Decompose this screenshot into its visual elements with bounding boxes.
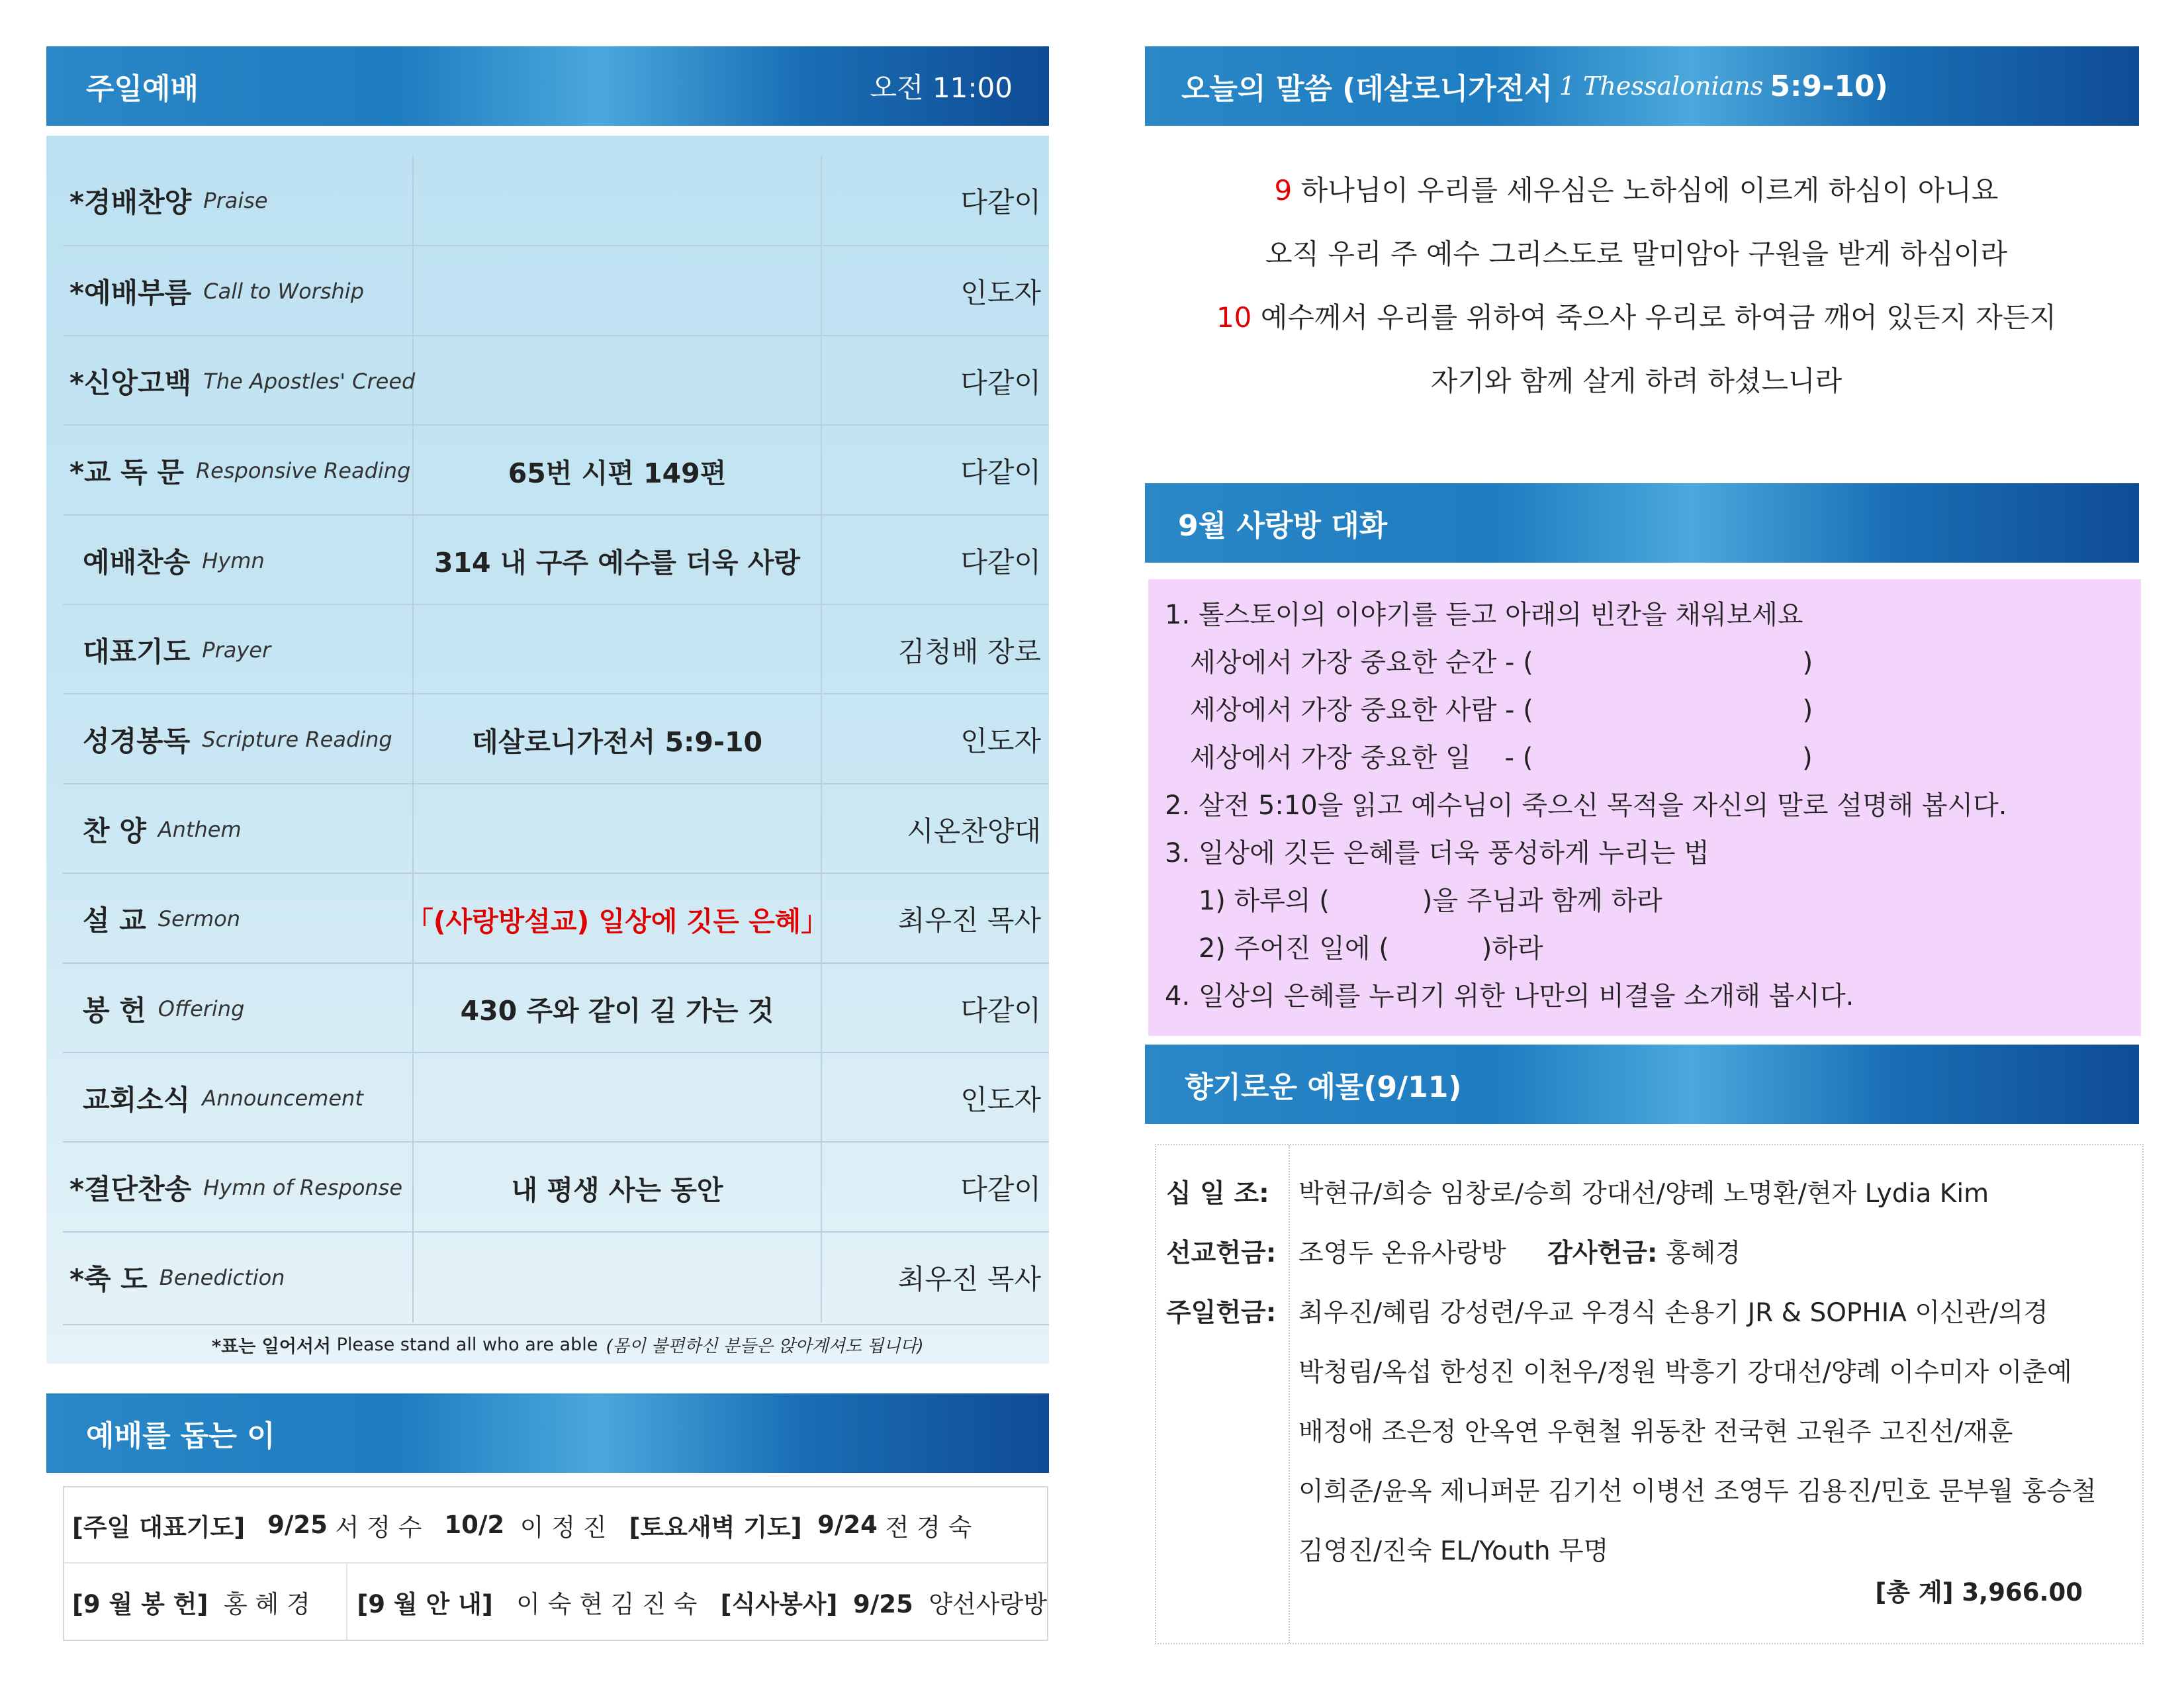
order-leader: 인도자 xyxy=(960,725,1041,758)
worship-order-table xyxy=(46,136,1049,1364)
dawn-prayer-label: [토요새벽 기도] xyxy=(629,1513,802,1542)
order-item-en: Prayer xyxy=(202,637,271,663)
scripture-title-en: 1 Thessalonians xyxy=(1559,71,1764,101)
helpers-banner xyxy=(46,1393,1049,1473)
order-item xyxy=(63,964,414,1054)
order-item xyxy=(63,156,414,246)
note-bold: *표는 일어서서 xyxy=(212,1336,332,1357)
order-item-en: Benediction xyxy=(159,1264,285,1290)
order-item-ko: *예배부름 xyxy=(69,277,192,310)
order-leader: 다같이 xyxy=(960,994,1041,1027)
discussion-title: 9월 사랑방 대화 xyxy=(1178,509,1388,543)
prayer-label: [주일 대표기도] xyxy=(72,1513,246,1542)
offering-label-column xyxy=(1156,1145,1290,1643)
discussion-line: 세상에서 가장 중요한 순간 - ( ) xyxy=(1165,647,1813,678)
order-item-ko: *결단찬송 xyxy=(69,1173,192,1206)
order-item xyxy=(63,336,414,426)
order-leader: 인도자 xyxy=(960,1084,1041,1116)
scripture-text xyxy=(1145,159,2128,413)
order-content xyxy=(414,1053,822,1143)
order-item-en: Offering xyxy=(158,996,245,1021)
order-row xyxy=(63,514,1049,606)
scripture-line xyxy=(1145,286,2128,350)
thanks-names: 홍혜경 xyxy=(1665,1239,1741,1268)
worship-time: 오전 11:00 xyxy=(870,71,1013,104)
total-value: 3,966.00 xyxy=(1962,1578,2083,1607)
order-item xyxy=(63,246,414,336)
order-content: 430 주와 같이 길 가는 것 xyxy=(414,964,822,1054)
discussion-line: 4. 일상의 은혜를 누리기 위한 나만의 비결을 소개해 봅시다. xyxy=(1165,981,1854,1011)
order-leader: 시온찬양대 xyxy=(907,814,1041,847)
order-row xyxy=(63,783,1049,874)
tithe-names: 박현규/희승 임창로/승희 강대선/양례 노명환/현자 Lydia Kim xyxy=(1298,1179,1989,1209)
order-row xyxy=(63,693,1049,784)
mission-line xyxy=(1298,1233,1741,1270)
order-row xyxy=(63,424,1049,516)
discussion-line: 2) 주어진 일에 ( )하라 xyxy=(1165,933,1543,964)
usher-names: 이 숙 현 김 진 숙 xyxy=(516,1589,698,1618)
sunday-offering-line: 이희준/윤옥 제니퍼문 김기선 이병선 조영두 김용진/민호 문부월 홍승철 xyxy=(1298,1477,2097,1507)
verse-number: 10 xyxy=(1216,301,1252,334)
sunday-offering-line: 박청림/옥섭 한성진 이천우/정원 박흥기 강대선/양례 이수미자 이춘예 xyxy=(1298,1358,2072,1387)
order-leader: 최우진 목사 xyxy=(897,1262,1041,1295)
verse-text: 예수께서 우리를 위하여 죽으사 우리로 하여금 깨어 있든지 자든지 xyxy=(1260,301,2057,334)
order-item xyxy=(63,874,414,964)
order-content: 「(사랑방설교) 일상에 깃든 은혜」 xyxy=(414,874,822,964)
offering-title: 향기로운 예물(9/11) xyxy=(1185,1070,1462,1104)
offering-duty-name: 홍 혜 경 xyxy=(223,1589,310,1618)
order-item-ko: 대표기도 xyxy=(83,635,191,668)
helpers-box xyxy=(63,1486,1048,1641)
order-item-ko: *신앙고백 xyxy=(69,366,192,399)
order-leader: 인도자 xyxy=(960,277,1041,310)
worship-banner xyxy=(46,46,1049,126)
order-leader: 다같이 xyxy=(960,456,1041,489)
order-item-ko: 교회소식 xyxy=(83,1084,191,1116)
order-content xyxy=(414,156,822,246)
discussion-line: 1. 톨스토이의 이야기를 듣고 아래의 빈칸을 채워보세요 xyxy=(1165,600,1803,630)
order-item-en: Anthem xyxy=(158,816,242,842)
total-line xyxy=(1875,1572,2083,1608)
tithe-label: 십 일 조: xyxy=(1166,1179,1269,1209)
order-leader: 김청배 장로 xyxy=(897,635,1041,668)
meal-label: [식사봉사] xyxy=(720,1589,838,1618)
worship-title: 주일예배 xyxy=(86,72,199,106)
order-item-ko: 봉 헌 xyxy=(83,994,146,1027)
order-item-ko: *축 도 xyxy=(69,1262,148,1295)
scripture-title-ko: 오늘의 말씀 (데살로니가전서 xyxy=(1181,72,1553,106)
mission-names: 조영두 온유사랑방 xyxy=(1298,1239,1506,1268)
scripture-line xyxy=(1145,350,2128,413)
prayer-name-1: 서 정 수 xyxy=(335,1513,422,1542)
sunday-label: 주일헌금: xyxy=(1166,1298,1277,1328)
prayer-name-2: 이 정 진 xyxy=(520,1513,607,1542)
verse-number: 9 xyxy=(1274,174,1293,207)
note-text: Please stand all who are able xyxy=(336,1334,598,1355)
scripture-line xyxy=(1145,222,2128,286)
order-content: 65번 시편 149편 xyxy=(414,426,822,516)
order-item-ko: 설 교 xyxy=(83,904,146,937)
dawn-prayer-name: 전 경 숙 xyxy=(885,1513,972,1542)
discussion-line: 세상에서 가장 중요한 일 - ( ) xyxy=(1165,743,1813,773)
order-leader: 다같이 xyxy=(960,186,1041,218)
thanks-label: 감사헌금: xyxy=(1547,1239,1658,1268)
standing-note xyxy=(63,1324,1049,1364)
order-content xyxy=(414,784,822,874)
order-item xyxy=(63,516,414,606)
order-item-en: Sermon xyxy=(158,906,240,932)
order-item-en: Hymn xyxy=(202,547,265,573)
offering-box xyxy=(1155,1144,2144,1644)
order-row xyxy=(63,604,1049,695)
order-row xyxy=(63,335,1049,426)
offering-duty-label: [9 월 봉 헌] xyxy=(72,1589,208,1618)
order-item xyxy=(63,1233,414,1323)
note-italic: (몸이 불편하신 분들은 앉아계셔도 됩니다) xyxy=(606,1336,924,1356)
discussion-line: 2. 살전 5:10을 읽고 예수님이 죽으신 목적을 자신의 말로 설명해 봅시다. xyxy=(1165,790,2007,821)
prayer-date-1: 9/25 xyxy=(267,1511,328,1539)
order-content xyxy=(414,1233,822,1323)
prayer-date-2: 10/2 xyxy=(444,1511,505,1539)
order-content: 314 내 구주 예수를 더욱 사랑 xyxy=(414,516,822,606)
order-item xyxy=(63,694,414,784)
scripture-line xyxy=(1145,159,2128,222)
discussion-box xyxy=(1148,579,2141,1036)
order-content: 데살로니가전서 5:9-10 xyxy=(414,694,822,784)
offering-banner xyxy=(1145,1045,2139,1124)
order-content: 내 평생 사는 동안 xyxy=(414,1143,822,1233)
discussion-line: 세상에서 가장 중요한 사람 - ( ) xyxy=(1165,695,1813,726)
verse-text: 하나님이 우리를 세우심은 노하심에 이르게 하심이 아니요 xyxy=(1300,174,1999,207)
order-item xyxy=(63,1143,414,1233)
order-row xyxy=(63,1231,1049,1323)
order-item-ko: 예배찬송 xyxy=(83,545,191,579)
order-row xyxy=(63,245,1049,336)
usher-label: [9 월 안 내] xyxy=(357,1589,493,1618)
sunday-offering-line: 배정애 조은정 안옥연 우현철 위동찬 전국현 고원주 고진선/재훈 xyxy=(1298,1417,2013,1447)
verse-text: 자기와 함께 살게 하려 하셨느니라 xyxy=(1430,365,1843,397)
order-row xyxy=(63,156,1049,246)
order-row xyxy=(63,1141,1049,1233)
order-item xyxy=(63,605,414,695)
order-leader: 다같이 xyxy=(960,1173,1041,1206)
order-item-en: Call to Worship xyxy=(203,279,364,305)
order-content xyxy=(414,246,822,336)
order-item-en: Announcement xyxy=(202,1086,363,1111)
helpers-row-1 xyxy=(64,1487,1047,1564)
order-item-ko: 찬 양 xyxy=(83,814,146,847)
discussion-line: 1) 하루의 ( )을 주님과 함께 하라 xyxy=(1165,886,1662,916)
scripture-title-ref: 5:9-10) xyxy=(1770,69,1888,103)
order-item-ko: 성경봉독 xyxy=(83,725,191,758)
dawn-prayer-date: 9/24 xyxy=(817,1511,878,1539)
total-label: [총 계] xyxy=(1875,1578,1954,1607)
verse-text: 오직 우리 주 예수 그리스도로 말미암아 구원을 받게 하심이라 xyxy=(1265,238,2008,270)
order-leader: 다같이 xyxy=(960,545,1041,579)
order-item-en: Hymn of Response xyxy=(203,1175,403,1201)
order-item-en: Praise xyxy=(203,188,268,213)
meal-group: 양선사랑방 xyxy=(929,1589,1047,1618)
sunday-offering-line: 김영진/진숙 EL/Youth 무명 xyxy=(1298,1536,1609,1566)
order-item-en: The Apostles' Creed xyxy=(203,368,416,394)
helpers-row-2 xyxy=(64,1564,1047,1640)
order-item xyxy=(63,426,414,516)
order-row xyxy=(63,1052,1049,1143)
helpers-title: 예배를 돕는 이 xyxy=(86,1419,275,1453)
order-item-en: Responsive Reading xyxy=(195,458,411,484)
discussion-line: 3. 일상에 깃든 은혜를 더욱 풍성하게 누리는 법 xyxy=(1165,838,1709,868)
order-leader: 최우진 목사 xyxy=(897,904,1041,937)
order-leader: 다같이 xyxy=(960,366,1041,399)
order-content xyxy=(414,605,822,695)
order-item xyxy=(63,784,414,874)
order-item-ko: *교 독 문 xyxy=(69,456,184,489)
order-row xyxy=(63,872,1049,964)
order-item-en: Scripture Reading xyxy=(202,727,392,753)
mission-label: 선교헌금: xyxy=(1166,1239,1277,1268)
order-content xyxy=(414,336,822,426)
order-item-ko: *경배찬양 xyxy=(69,186,192,218)
order-item xyxy=(63,1053,414,1143)
sunday-offering-line: 최우진/혜림 강성련/우교 우경식 손용기 JR & SOPHIA 이신관/의경 xyxy=(1298,1298,2048,1328)
meal-date: 9/25 xyxy=(853,1589,913,1618)
scripture-banner xyxy=(1145,46,2139,126)
order-row xyxy=(63,962,1049,1054)
discussion-banner xyxy=(1145,483,2139,563)
